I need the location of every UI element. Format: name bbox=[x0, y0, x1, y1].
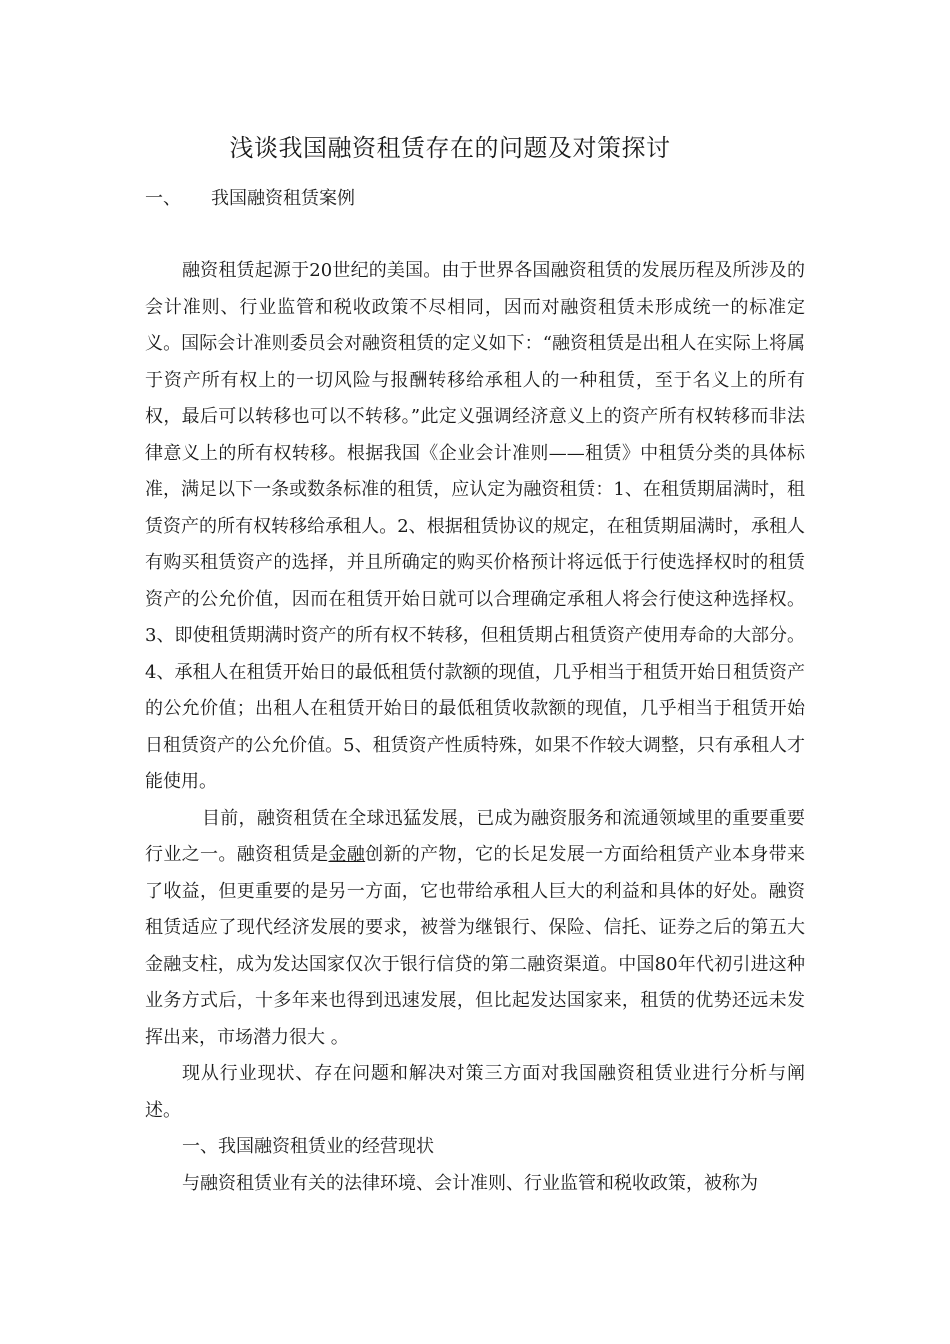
paragraph-environment: 与融资租赁业有关的法律环境、会计准则、行业监管和税收政策，被称为 bbox=[182, 1172, 758, 1194]
paragraph-development-text-b: 创新的产物，它的长足发展一方面给租赁产业本身带来了收益，但更重要的是另一方面，它也带给承租人巨大的利益和具体的好处。融资租赁适应了现代经济发展的要求，被誉为继银行、保险、信托、证券之后的第五大金融支柱，成为发达国家仅次于银行信贷的第二融资渠道。中国80年代初引进这种业务方式后，十多年来也得到迅速发展，但比起发达国家来，租赁的优势还远未发挥出来，市场潜力很大 。 bbox=[145, 844, 806, 1048]
finance-link[interactable]: 金融 bbox=[328, 844, 366, 865]
paragraph-development-text-a: 目前，融资租赁在全球迅猛发展，已成为融资服务和流通领域里的重要重要行业之一。融资租赁是 bbox=[145, 807, 805, 865]
body-text bbox=[145, 253, 805, 1202]
paragraph-definition: 融资租赁起源于20世纪的美国。由于世界各国融资租赁的发展历程及所涉及的会计准则、行业监管和税收政策不尽相同，因而对融资租赁未形成统一的标准定义。国际会计准则委员会对融资租赁的定义如下：“融资租赁是出租人在实际上将属于资产所有权上的一切风险与报酬转移给承租人的一种租赁，至于名义上的所有权，最后可以转移也可以不转移。”此定义强调经济意义上的资产所有权转移而非法律意义上的所有权转移。根据我国《企业会计准则——租赁》中租赁分类的具体标准，满足以下一条或数条标准的租赁，应认定为融资租赁：1、在租赁期届满时，租赁资产的所有权转移给承租人。2、根据租赁协议的规定，在租赁期届满时，承租人有购买租赁资产的选择，并且所确定的购买价格预计将远低于行使选择权时的租赁资产的公允价值，因而在租赁开始日就可以合理确定承租人将会行使这种选择权。3、即使租赁期满时资产的所有权不转移，但租赁期占租赁资产使用寿命的大部分。4、承租人在租赁开始日的最低租赁付款额的现值，几乎相当于租赁开始日租赁资产的公允价值；出租人在租赁开始日的最低租赁收款额的现值，几乎相当于租赁开始日租赁资产的公允价值。5、租赁资产性质特殊，如果不作较大调整，只有承租人才能使用。 bbox=[145, 260, 805, 792]
paragraph-development bbox=[145, 801, 805, 1057]
section-heading-text: 我国融资租赁案例 bbox=[211, 188, 355, 209]
document-title: 浅谈我国融资租赁存在的问题及对策探讨 bbox=[229, 134, 671, 162]
section-heading bbox=[145, 185, 355, 213]
section-number: 一、 bbox=[145, 188, 181, 209]
paragraph-overview: 现从行业现状、存在问题和解决对策三方面对我国融资租赁业进行分析与阐述。 bbox=[145, 1063, 805, 1121]
subheading-status: 一、我国融资租赁业的经营现状 bbox=[182, 1136, 434, 1157]
